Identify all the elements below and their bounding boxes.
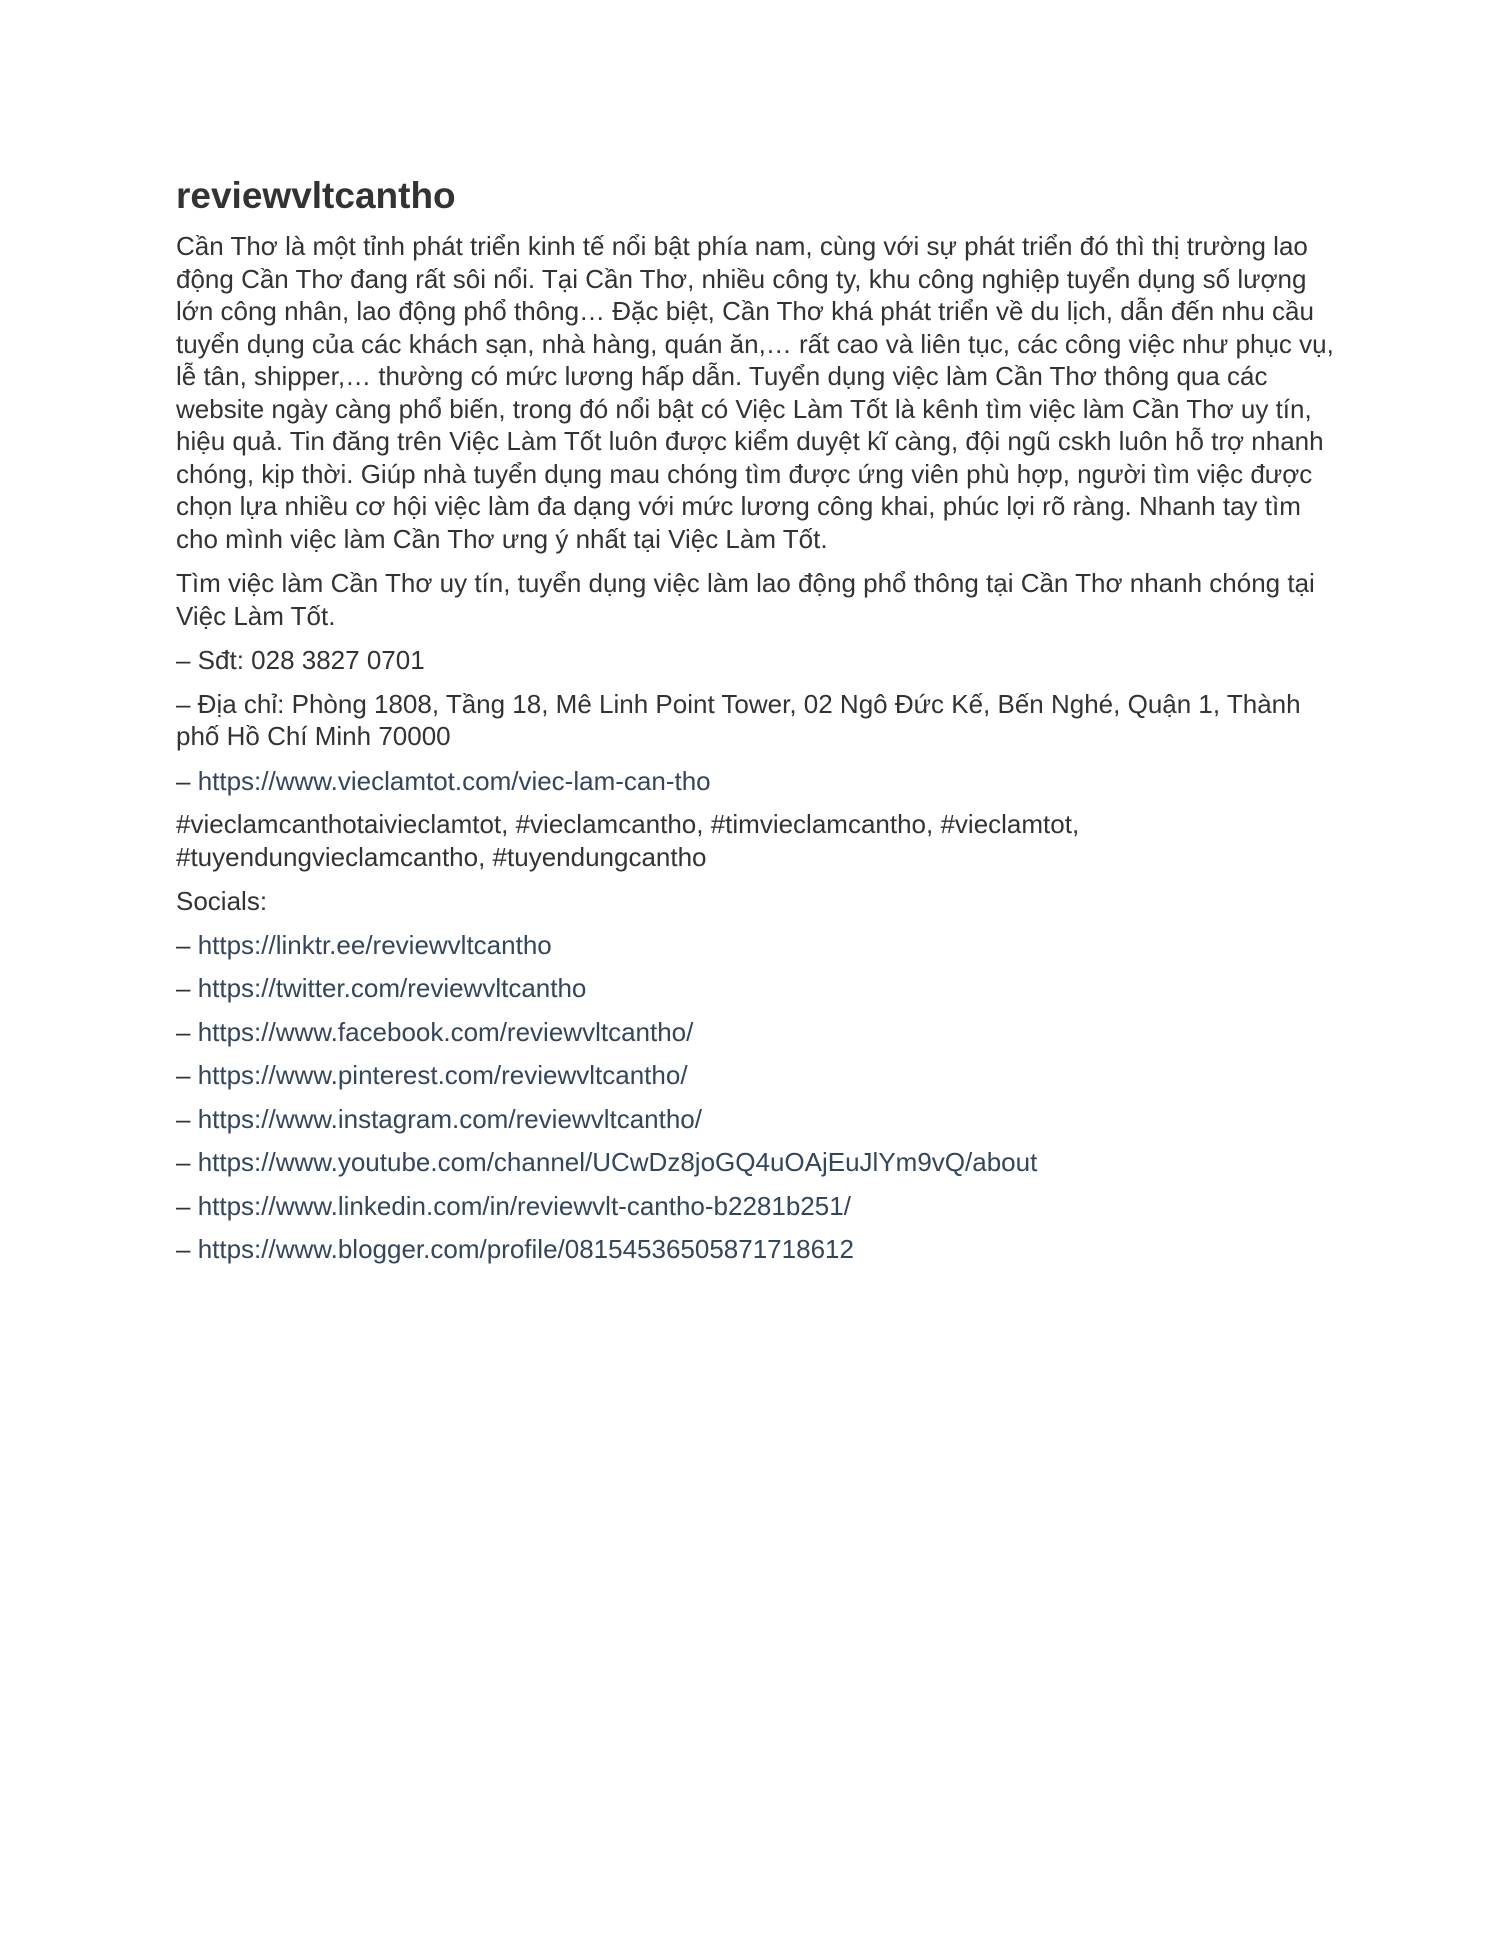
dash-prefix: – [176, 765, 198, 796]
youtube-link[interactable]: https://www.youtube.com/channel/UCwDz8joGQ4uOAjEuJlYm9vQ/about [197, 1147, 1038, 1177]
instagram-link[interactable]: https://www.instagram.com/reviewvltcantho/ [197, 1103, 702, 1134]
dash-prefix: – [176, 1016, 198, 1047]
pinterest-link[interactable]: https://www.pinterest.com/reviewvltcantho/ [197, 1060, 688, 1090]
dash-prefix: – [176, 1060, 198, 1090]
dash-prefix: – [176, 1190, 198, 1221]
dash-prefix: – [176, 1147, 198, 1177]
social-link-item [176, 929, 1336, 962]
socials-label: Socials: [176, 886, 268, 916]
dash-prefix: – [176, 929, 198, 960]
document-page [176, 174, 1336, 1277]
summary-paragraph: Tìm việc làm Cần Thơ uy tín, tuyển dụng việc làm lao động phổ thông tại Cần Thơ nhanh chóng tại Việc Làm Tốt. [176, 568, 1315, 631]
social-link-item [176, 1190, 1336, 1223]
social-link-item [176, 1016, 1336, 1049]
blogger-link[interactable]: https://www.blogger.com/profile/08154536505871718612 [197, 1234, 854, 1264]
social-link-item [176, 1233, 1336, 1266]
website-link[interactable]: https://www.vieclamtot.com/viec-lam-can-tho [197, 765, 711, 796]
address-line: – Địa chỉ: Phòng 1808, Tầng 18, Mê Linh Point Tower, 02 Ngô Đức Kế, Bến Nghé, Quận 1, Thành phố Hồ Chí Minh 70000 [176, 688, 1301, 751]
linktree-link[interactable]: https://linktr.ee/reviewvltcantho [197, 929, 552, 960]
social-link-item [176, 972, 1336, 1005]
social-link-item [176, 1103, 1336, 1136]
twitter-link[interactable]: https://twitter.com/reviewvltcantho [197, 973, 587, 1003]
phone-line: – Sđt: 028 3827 0701 [176, 645, 425, 675]
dash-prefix: – [176, 1234, 198, 1264]
social-link-item [176, 1146, 1336, 1179]
dash-prefix: – [176, 973, 198, 1003]
website-line [176, 765, 1336, 798]
facebook-link[interactable]: https://www.facebook.com/reviewvltcantho/ [197, 1016, 694, 1047]
dash-prefix: – [176, 1103, 198, 1134]
hashtags-paragraph: #vieclamcanthotaivieclamtot, #vieclamcantho, #timvieclamcantho, #vieclamtot, #tuyendungvieclamcantho, #tuyendungcantho [176, 809, 1080, 872]
page-title: reviewvltcantho [176, 175, 456, 216]
intro-paragraph: Cần Thơ là một tỉnh phát triển kinh tế nổi bật phía nam, cùng với sự phát triển đó thì thị trường lao động Cần Thơ đang rất sôi nổi. Tại Cần Thơ, nhiều công ty, khu công nghiệp tuyển dụng số lượng lớn công nhân, lao động phổ thông… Đặc biệt, Cần Thơ khá phát triển về du lịch, dẫn đến nhu cầu tuyển dụng của các khách sạn, nhà hàng, quán ăn,… rất cao và liên tục, các công việc như phục vụ, lễ tân, shipper,… thường có mức lương hấp dẫn. Tuyển dụng việc làm Cần Thơ thông qua các website ngày càng phổ biến, trong đó nổi bật có Việc Làm Tốt là kênh tìm việc làm Cần Thơ uy tín, hiệu quả. Tin đăng trên Việc Làm Tốt luôn được kiểm duyệt kĩ càng, đội ngũ cskh luôn hỗ trợ nhanh chóng, kịp thời. Giúp nhà tuyển dụng mau chóng tìm được ứng viên phù hợp, người tìm việc được chọn lựa nhiều cơ hội việc làm đa dạng với mức lương công khai, phúc lợi rõ ràng. Nhanh tay tìm cho mình việc làm Cần Thơ ưng ý nhất tại Việc Làm Tốt. [176, 231, 1334, 554]
linkedin-link[interactable]: https://www.linkedin.com/in/reviewvlt-cantho-b2281b251/ [197, 1190, 851, 1221]
social-link-item [176, 1059, 1336, 1092]
